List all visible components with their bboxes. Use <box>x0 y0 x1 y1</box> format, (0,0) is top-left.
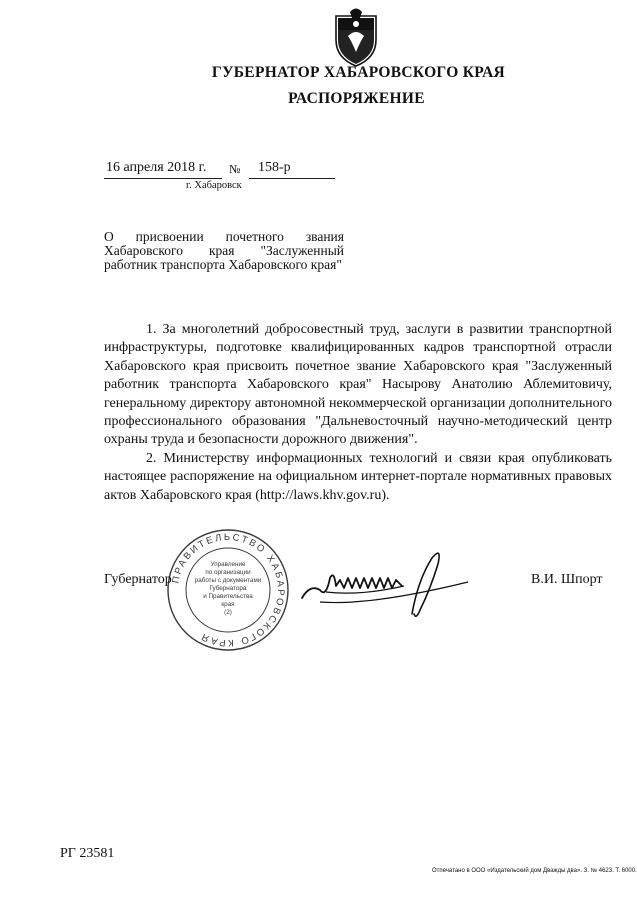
body-paragraph-2: 2. Министерству информационных технологий и связи края опубликовать настоящее распоряжение на официальном интернет-портале нормативных правовых актов Хабаровского края (http://laws.khv.gov.ru). <box>104 450 612 503</box>
signer-role: Губернатор <box>104 572 172 587</box>
document-date: 16 апреля 2018 г. <box>106 160 207 175</box>
body-paragraph-1: 1. За многолетний добросовестный труд, заслуги в развитии транспортной инфраструктуры, подготовке квалифицированных кадров транспортной отрасли Хабаровского края присвоить почетное звание Хабаровского края "Заслуженный работник транспорта Хабаровского края" Насырову Анатолию Аблемитовичу, генеральному директору автономной некоммерческой организации дополнительного профессионального образования "Дальневосточный научно-методический центр охраны труда и безопасности дорожного движения". <box>104 322 612 448</box>
registration-number: РГ 23581 <box>60 846 115 861</box>
document-subject: О присвоении почетного звания Хабаровского края "Заслуженный работник транспорта Хабаровского края" <box>104 229 344 272</box>
document-number: 158-р <box>258 160 291 175</box>
print-note: Отпечатано в ООО «Издательский дом Дважды два». З. № 4623. Т. 6000. <box>432 868 637 874</box>
seal-line: работы с документами <box>194 577 262 584</box>
document-city: г. Хабаровск <box>186 180 242 191</box>
number-underline <box>249 178 335 179</box>
issuer-title: ГУБЕРНАТОР ХАБАРОВСКОГО КРАЯ <box>211 64 506 81</box>
seal-ring-text: ПРАВИТЕЛЬСТВО ХАБАРОВСКОГО КРАЯ <box>170 531 287 649</box>
number-sign: № <box>229 162 241 176</box>
seal-line: Управление <box>210 561 246 568</box>
coat-of-arms-emblem-icon <box>330 6 382 68</box>
handwritten-signature <box>300 540 470 630</box>
seal-line: Губернатора <box>209 585 247 592</box>
official-seal-stamp <box>166 528 290 652</box>
document-body <box>104 321 612 505</box>
seal-line: края <box>221 601 235 608</box>
signer-name: В.И. Шпорт <box>531 572 603 587</box>
seal-line: по организации <box>205 569 251 576</box>
document-type: РАСПОРЯЖЕНИЕ <box>288 90 425 107</box>
seal-line: и Правительства <box>203 593 253 600</box>
date-underline <box>104 178 222 179</box>
seal-line: (2) <box>224 609 232 616</box>
